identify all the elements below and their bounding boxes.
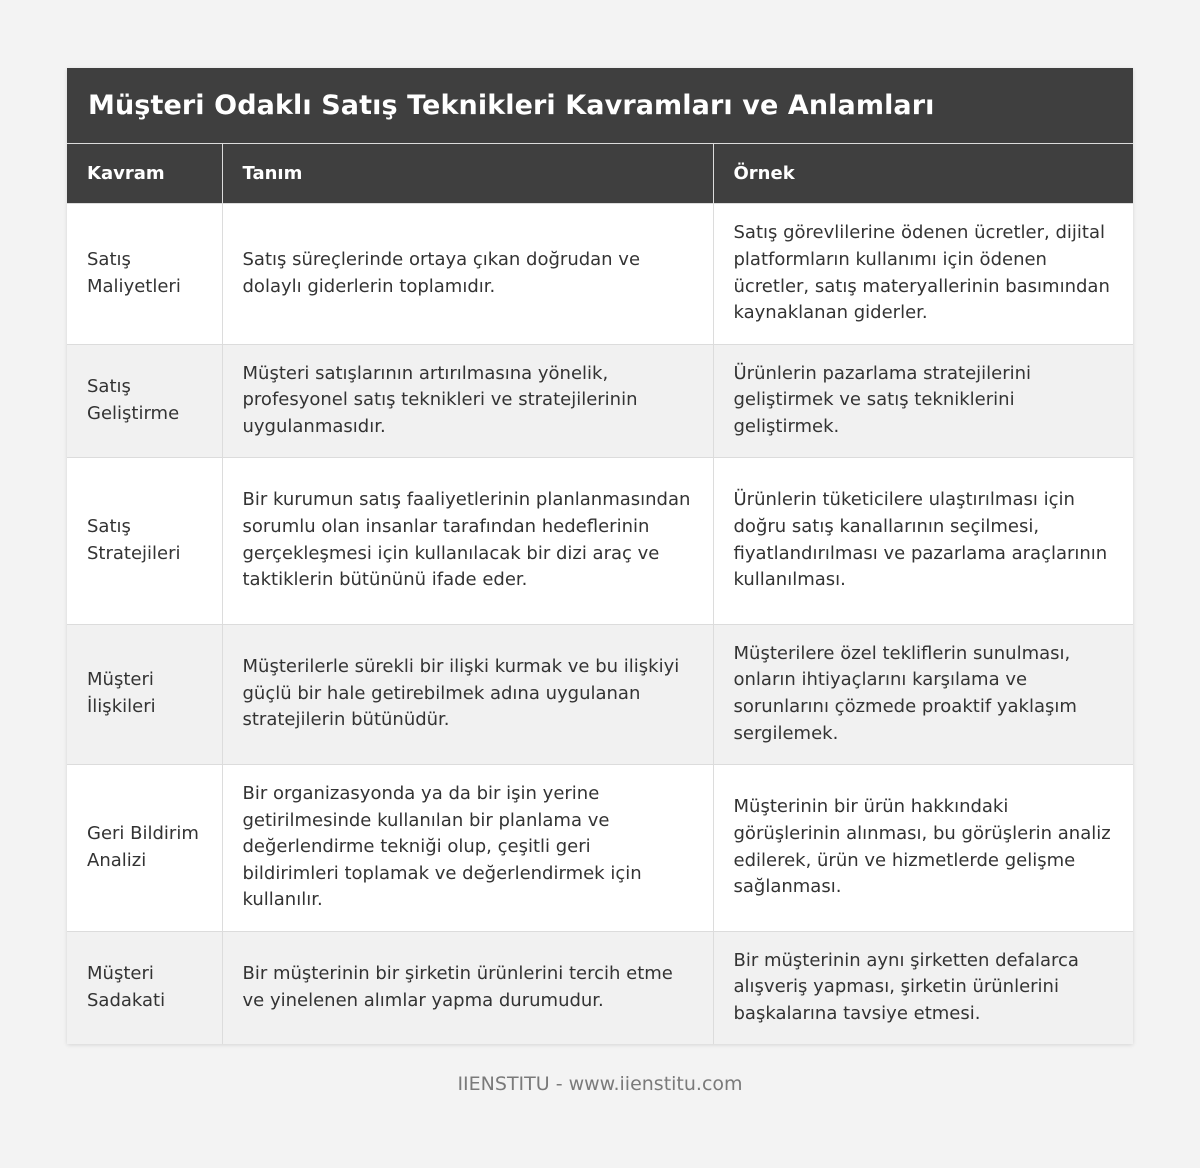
concepts-table-card: [67, 68, 1133, 1044]
page-title: Müşteri Odaklı Satış Teknikleri Kavramları ve Anlamları: [88, 90, 935, 121]
cell-tanim: Bir kurumun satış faaliyetlerinin planlanmasından sorumlu olan insanlar tarafından hedeflerinin gerçekleşmesi için kullanılacak bir dizi araç ve taktiklerin bütününü ifade eder.: [222, 457, 713, 624]
cell-tanim: Satış süreçlerinde ortaya çıkan doğrudan ve dolaylı giderlerin toplamıdır.: [222, 203, 713, 344]
cell-kavram: Satış Stratejileri: [67, 457, 222, 624]
concepts-table: [67, 144, 1133, 1044]
cell-tanim: Müşteri satışlarının artırılmasına yönelik, profesyonel satış teknikleri ve stratejilerinin uygulanmasıdır.: [222, 344, 713, 457]
cell-kavram: Müşteri Sadakati: [67, 931, 222, 1044]
table-row: [67, 624, 1133, 764]
column-header-ornek: Örnek: [713, 144, 1133, 203]
cell-tanim: Müşterilerle sürekli bir ilişki kurmak ve bu ilişkiyi güçlü bir hale getirebilmek adına uygulanan stratejilerin bütünüdür.: [222, 624, 713, 764]
cell-kavram: Satış Geliştirme: [67, 344, 222, 457]
column-header-tanim: Tanım: [222, 144, 713, 203]
cell-kavram: Geri Bildirim Analizi: [67, 764, 222, 931]
cell-ornek: Müşterilere özel tekliflerin sunulması, onların ihtiyaçlarını karşılama ve sorunlarını çözmede proaktif yaklaşım sergilemek.: [713, 624, 1133, 764]
table-row: [67, 931, 1133, 1044]
cell-ornek: Bir müşterinin aynı şirketten defalarca alışveriş yapması, şirketin ürünlerini başkalarına tavsiye etmesi.: [713, 931, 1133, 1044]
cell-kavram: Satış Maliyetleri: [67, 203, 222, 344]
table-header-row: [67, 144, 1133, 203]
cell-ornek: Müşterinin bir ürün hakkındaki görüşlerinin alınması, bu görüşlerin analiz edilerek, ürün ve hizmetlerde gelişme sağlanması.: [713, 764, 1133, 931]
title-bar: [67, 68, 1133, 144]
cell-tanim: Bir müşterinin bir şirketin ürünlerini tercih etme ve yinelenen alımlar yapma durumudur.: [222, 931, 713, 1044]
cell-ornek: Satış görevlilerine ödenen ücretler, dijital platformların kullanımı için ödenen ücretler, satış materyallerinin basımından kaynaklanan giderler.: [713, 203, 1133, 344]
table-row: [67, 457, 1133, 624]
table-row: [67, 203, 1133, 344]
cell-ornek: Ürünlerin pazarlama stratejilerini geliştirmek ve satış tekniklerini geliştirmek.: [713, 344, 1133, 457]
footer-credit: IIENSTITU - www.iienstitu.com: [457, 1073, 743, 1095]
cell-ornek: Ürünlerin tüketicilere ulaştırılması için doğru satış kanallarının seçilmesi, fiyatlandırılması ve pazarlama araçlarının kullanılması.: [713, 457, 1133, 624]
cell-tanim: Bir organizasyonda ya da bir işin yerine getirilmesinde kullanılan bir planlama ve değerlendirme tekniği olup, çeşitli geri bildirimleri toplamak ve değerlendirmek için kullanılır.: [222, 764, 713, 931]
column-header-kavram: Kavram: [67, 144, 222, 203]
cell-kavram: Müşteri İlişkileri: [67, 624, 222, 764]
table-row: [67, 344, 1133, 457]
table-row: [67, 764, 1133, 931]
